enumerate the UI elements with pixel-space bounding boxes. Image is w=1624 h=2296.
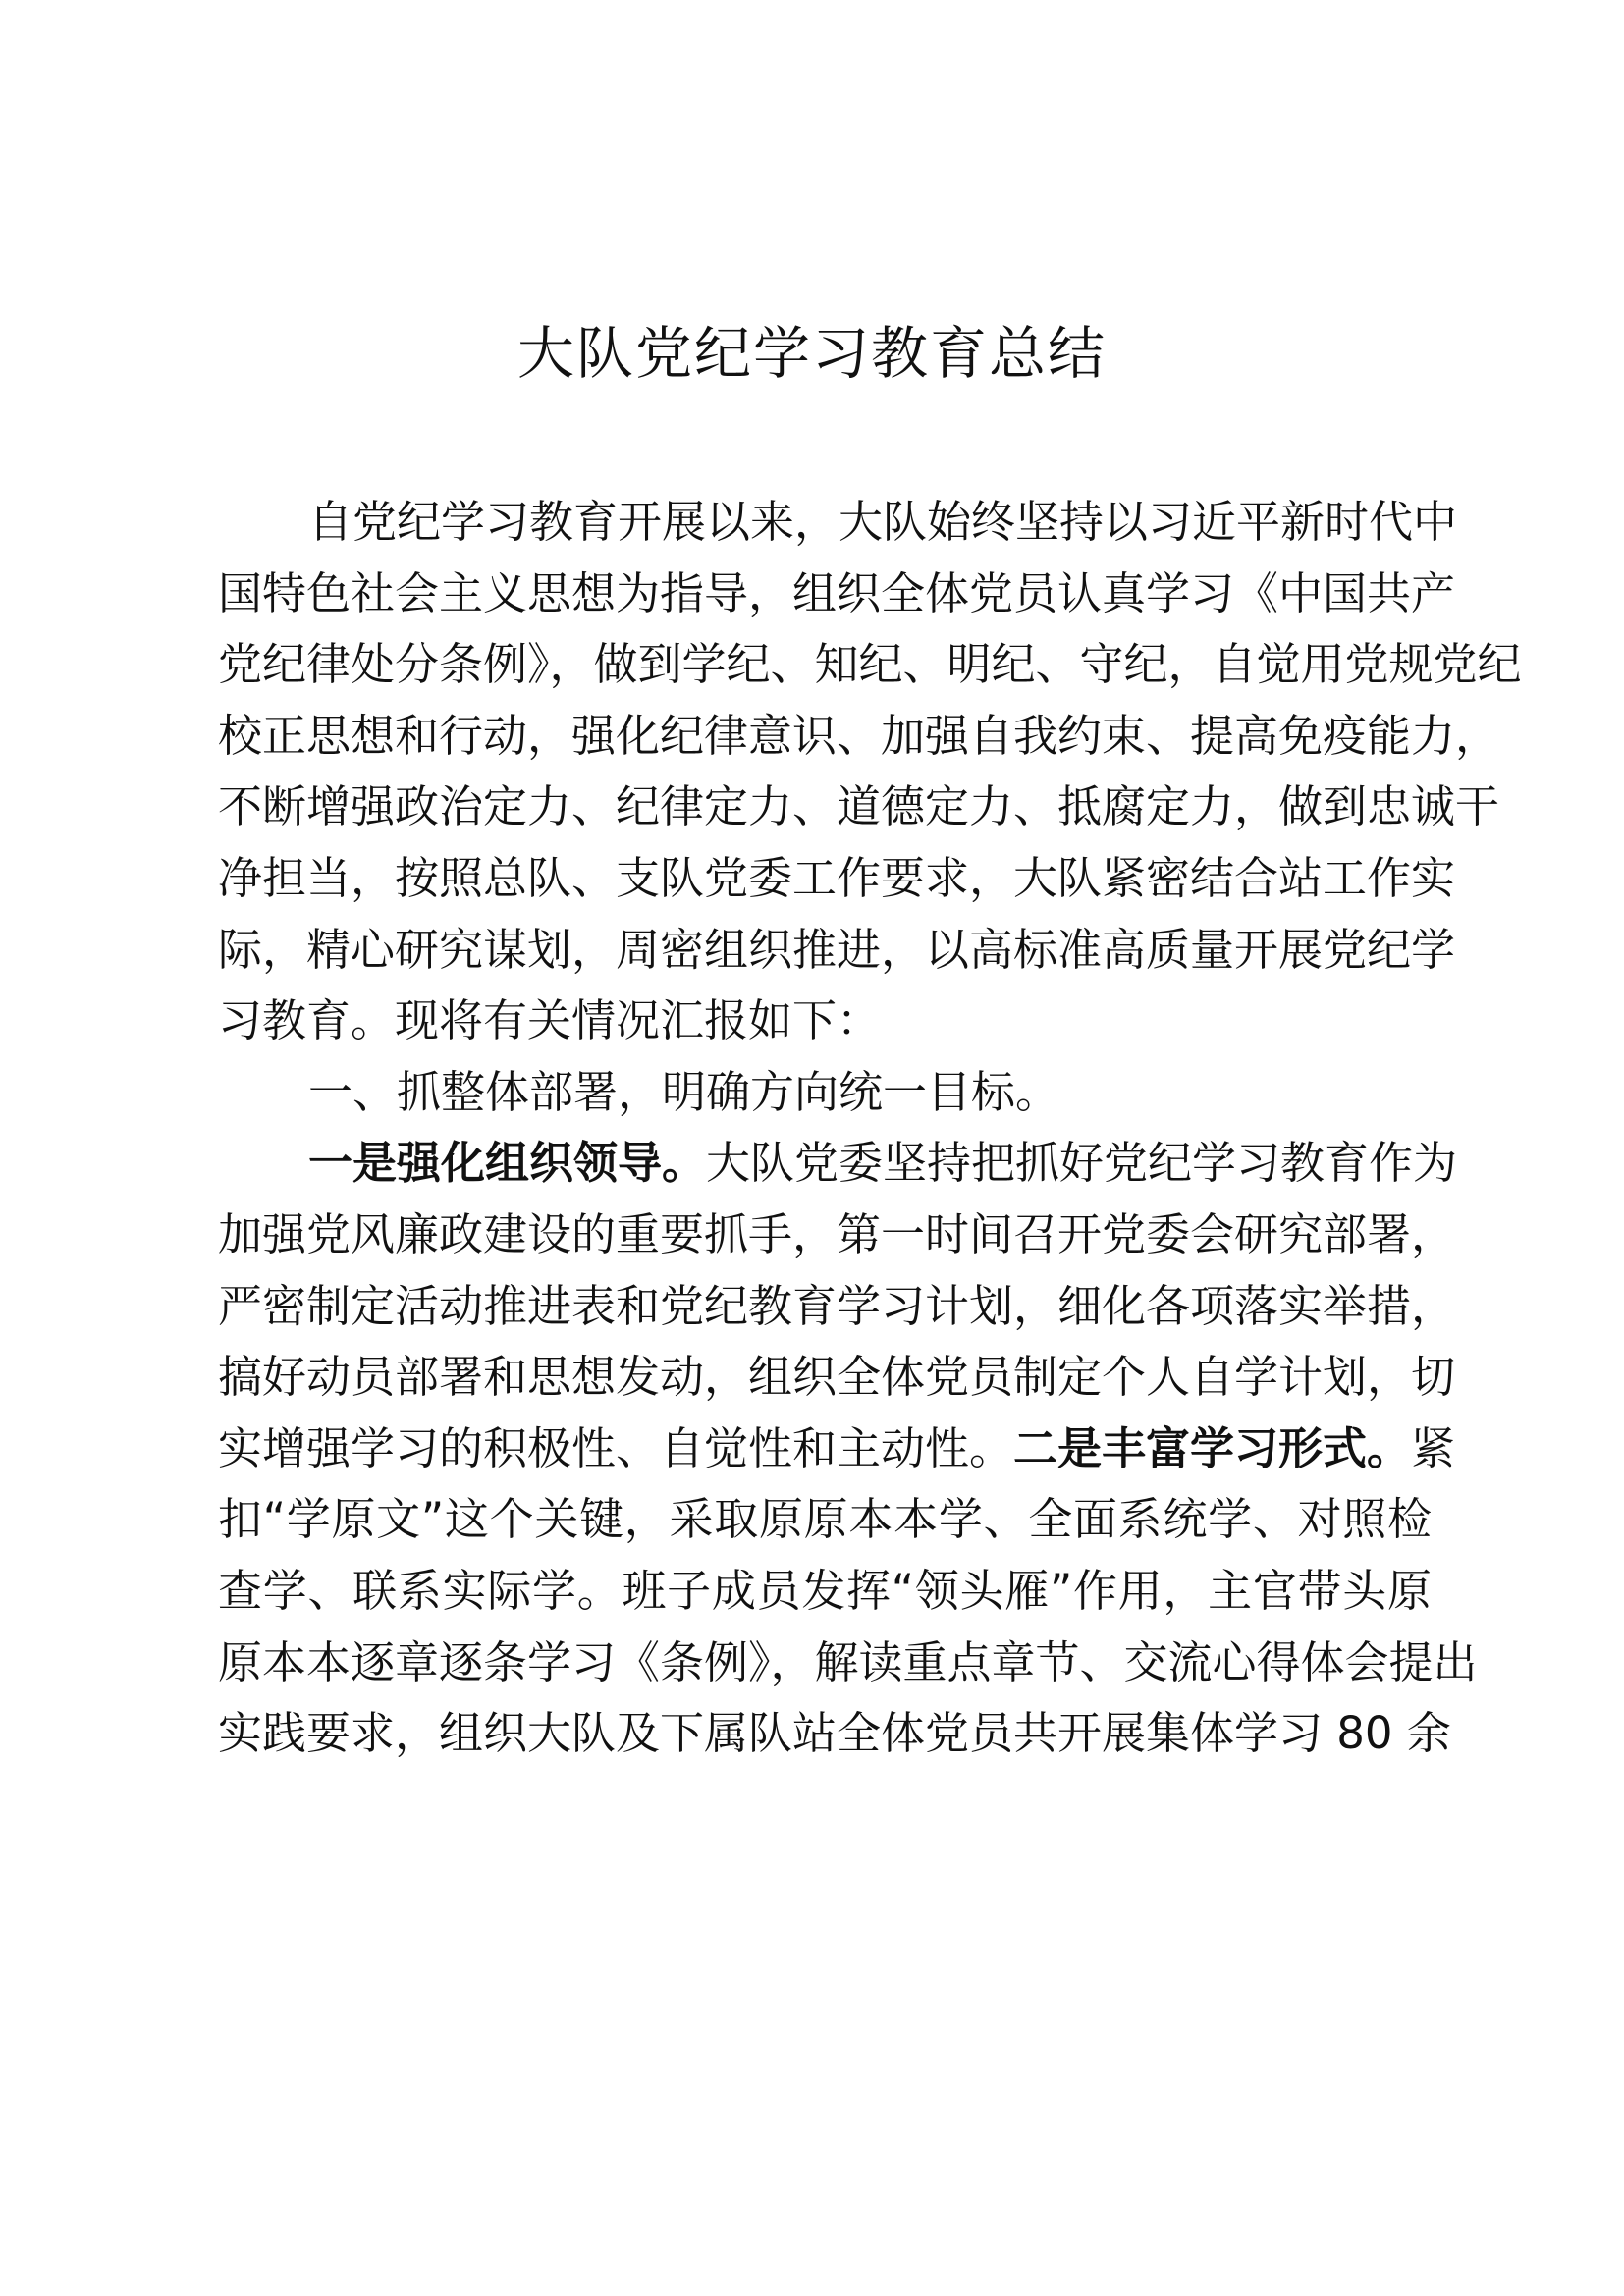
text-run: 净担当，按照总队、支队党委工作要求，大队紧密结合站工作实 bbox=[218, 851, 1456, 904]
text-run: 实践要求，组织大队及下属队站全体党员共开展集体学习 80 余 bbox=[218, 1707, 1451, 1760]
text-line bbox=[218, 772, 1500, 843]
text-line bbox=[218, 701, 1500, 773]
text-run: 不断增强政治定力、纪律定力、道德定力、抵腐定力，做到忠诚干 bbox=[218, 780, 1500, 833]
text-run: 实增强学习的积极性、自觉性和主动性。 bbox=[218, 1421, 1014, 1474]
text-line bbox=[218, 559, 1456, 630]
text-line bbox=[218, 843, 1456, 915]
text-line bbox=[218, 915, 1456, 987]
text-line bbox=[218, 1628, 1478, 1699]
text-run: 查学、联系实际学。班子成员发挥“领头雁”作用，主官带头原 bbox=[218, 1564, 1432, 1617]
text-line bbox=[218, 1271, 1456, 1343]
text-run: 校正思想和行动，强化纪律意识、加强自我约束、提高免疫能力， bbox=[218, 709, 1500, 762]
document-title: 大队党纪学习教育总结 bbox=[516, 320, 1107, 387]
text-run: 扣“学原文”这个关键，采取原原本本学、全面系统学、对照检 bbox=[218, 1493, 1432, 1546]
bold-lead-phrase: 一是强化组织领导。 bbox=[308, 1137, 707, 1190]
text-line bbox=[218, 1128, 1458, 1200]
text-run: 严密制定活动推进表和党纪教育学习计划，细化各项落实举措， bbox=[218, 1279, 1456, 1332]
text-line bbox=[218, 1556, 1432, 1628]
text-run: 搞好动员部署和思想发动，组织全体党员制定个人自学计划，切 bbox=[218, 1351, 1456, 1404]
document-body bbox=[218, 487, 1522, 1770]
text-line bbox=[218, 1414, 1456, 1485]
text-run: 党纪律处分条例》，做到学纪、知纪、明纪、守纪，自觉用党规党纪 bbox=[218, 638, 1522, 691]
text-run: 大队党委坚持把抓好党纪学习教育作为 bbox=[706, 1137, 1458, 1190]
text-run: 原本本逐章逐条学习《条例》，解读重点章节、交流心得体会提出 bbox=[218, 1635, 1478, 1688]
text-run: 国特色社会主义思想为指导，组织全体党员认真学习《中国共产 bbox=[218, 566, 1456, 619]
section-heading bbox=[218, 1057, 1432, 1129]
text-line bbox=[218, 1342, 1456, 1414]
text-run: 紧 bbox=[1411, 1421, 1456, 1474]
text-line bbox=[218, 629, 1522, 701]
text-line bbox=[218, 1484, 1432, 1556]
text-run: 习教育。现将有关情况汇报如下： bbox=[218, 994, 882, 1047]
bold-lead-phrase: 二是丰富学习形式。 bbox=[1013, 1421, 1412, 1474]
text-line bbox=[218, 1200, 1456, 1271]
text-line bbox=[218, 1698, 1451, 1770]
text-run: 际，精心研究谋划，周密组织推进，以高标准高质量开展党纪学 bbox=[218, 923, 1456, 976]
text-run: 加强党风廉政建设的重要抓手，第一时间召开党委会研究部署， bbox=[218, 1207, 1456, 1260]
text-line bbox=[218, 986, 1432, 1057]
text-line bbox=[218, 487, 1458, 559]
text-run: 自党纪学习教育开展以来，大队始终坚持以习近平新时代中 bbox=[308, 496, 1458, 548]
text-run: 一、抓整体部署，明确方向统一目标。 bbox=[308, 1065, 1060, 1118]
